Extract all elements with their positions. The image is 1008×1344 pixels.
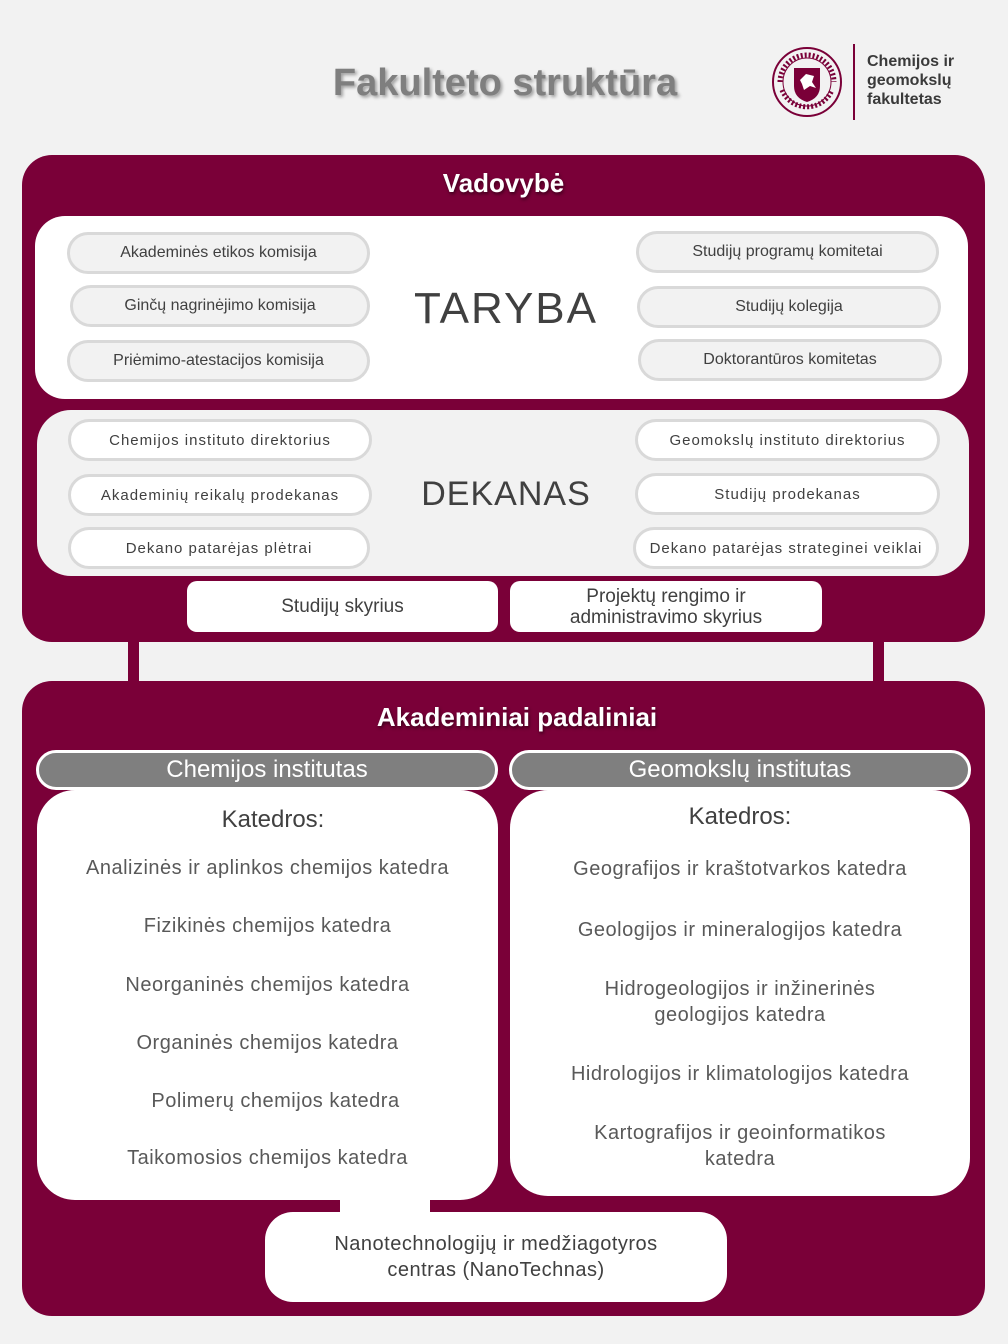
- council-item-ethics: Akademinės etikos komisija: [67, 232, 370, 274]
- academic-title: Akademiniai padaliniai: [376, 702, 658, 732]
- chem-department-item: Neorganinės chemijos katedra: [125, 974, 410, 996]
- dean-item-geo-director: Geomokslų instituto direktorius: [635, 419, 940, 461]
- projects-office: Projektų rengimo ir administravimo skyrius: [510, 581, 822, 632]
- management-title: Vadovybė: [442, 168, 565, 198]
- connector-right: [873, 640, 884, 686]
- chemistry-departments-label: Katedros:: [221, 806, 325, 833]
- chem-department-item: Fizikinės chemijos katedra: [143, 915, 392, 937]
- dean-item-development-advisor: Dekano patarėjas plėtrai: [68, 527, 370, 569]
- geo-department-item: Hidrologijos ir klimatologijos katedra: [570, 1063, 910, 1085]
- geosciences-departments-label: Katedros:: [688, 803, 792, 830]
- chem-department-item: Polimerų chemijos katedra: [151, 1090, 400, 1112]
- university-seal-icon: [770, 42, 844, 122]
- dean-item-strategy-advisor: Dekano patarėjas strateginei veiklai: [633, 527, 939, 569]
- logo-line-2: geomokslų: [867, 72, 952, 89]
- geo-department-item: Geografijos ir kraštotvarkos katedra: [573, 858, 907, 880]
- faculty-logo-text: [867, 52, 997, 109]
- council-item-admission: Priėmimo-atestacijos komisija: [67, 340, 370, 382]
- chem-department-item: Organinės chemijos katedra: [136, 1032, 399, 1054]
- chem-department-item: Taikomosios chemijos katedra: [127, 1147, 408, 1169]
- council-item-doctoral: Doktorantūros komitetas: [638, 339, 942, 381]
- dean-label: DEKANAS: [421, 475, 591, 513]
- chemistry-institute-header: Chemijos institutas: [36, 750, 498, 790]
- geosciences-institute-header: Geomokslų institutas: [509, 750, 971, 790]
- geo-department-item: Kartografijos ir geoinformatikos katedra: [594, 1122, 886, 1170]
- logo-divider: [853, 44, 855, 120]
- logo-line-1: Chemijos ir: [867, 53, 955, 70]
- council-item-board: Studijų kolegija: [637, 286, 941, 328]
- geo-department-item: Geologijos ir mineralogijos katedra: [577, 919, 903, 941]
- studies-office: Studijų skyrius: [187, 581, 498, 632]
- connector-left: [128, 640, 139, 686]
- page-title: Fakulteto struktūra: [332, 62, 678, 104]
- dean-item-chem-director: Chemijos instituto direktorius: [68, 419, 372, 461]
- dean-item-studies-vice: Studijų prodekanas: [635, 473, 940, 515]
- chem-department-item: Analizinės ir aplinkos chemijos katedra: [86, 857, 449, 879]
- logo-line-3: fakultetas: [867, 91, 942, 108]
- dean-item-academic-vice: Akademinių reikalų prodekanas: [68, 474, 372, 516]
- geo-department-item: Hidrogeologijos ir inžinerinės geologijos katedra: [604, 978, 876, 1026]
- nanotechnology-center: Nanotechnologijų ir medžiagotyros centras (NanoTechnas): [265, 1212, 727, 1302]
- council-item-programmes: Studijų programų komitetai: [636, 231, 939, 273]
- council-label: TARYBA: [414, 284, 598, 333]
- council-item-disputes: Ginčų nagrinėjimo komisija: [70, 285, 370, 327]
